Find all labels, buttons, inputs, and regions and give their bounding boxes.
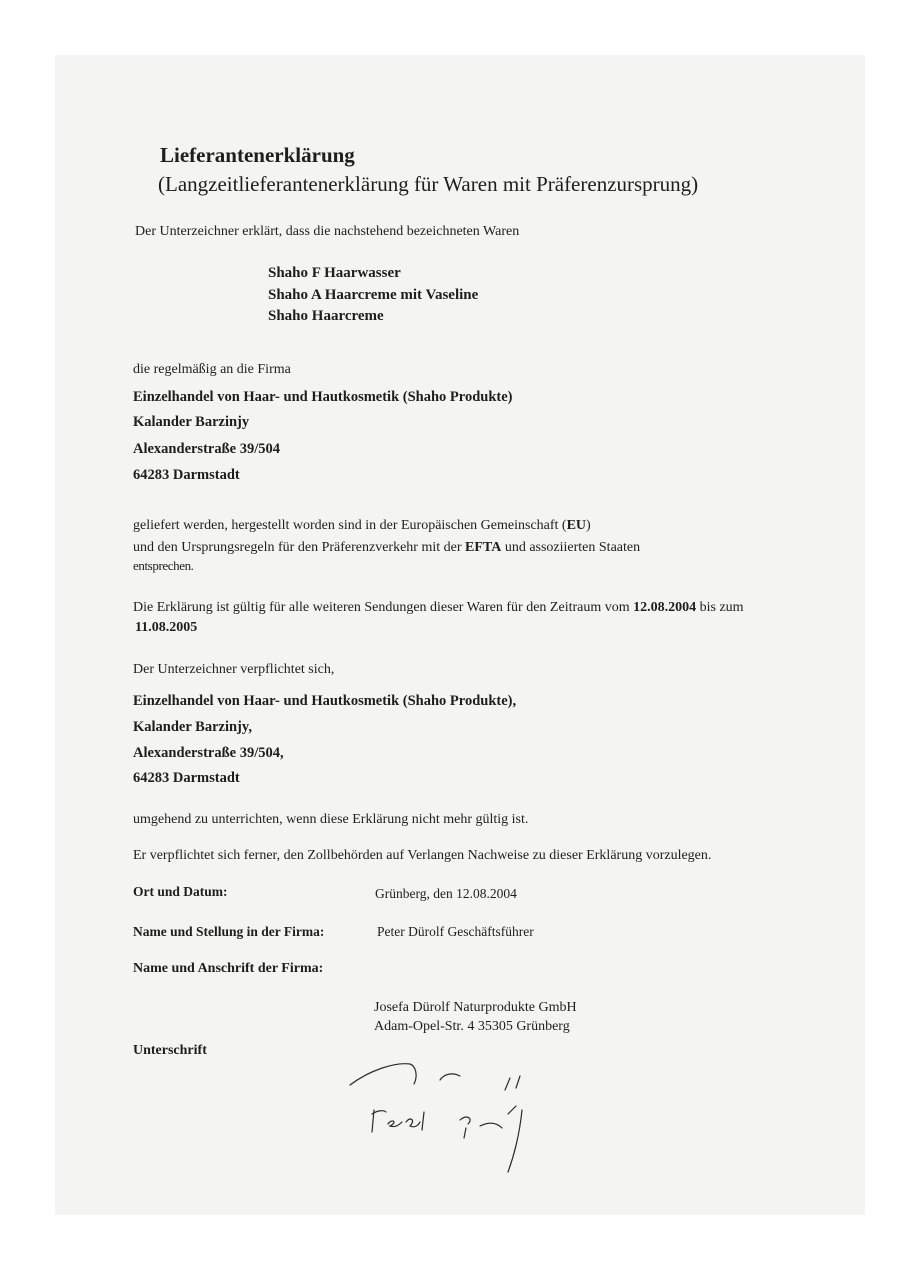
company-address-label: Name und Anschrift der Firma: xyxy=(133,961,324,976)
recipient2-street: Alexanderstraße 39/504, xyxy=(133,745,284,761)
recipient-street: Alexanderstraße 39/504 xyxy=(133,441,280,457)
recipient-city: 64283 Darmstadt xyxy=(133,467,240,483)
obligation-text: Der Unterzeichner verpflichtet sich, xyxy=(133,662,335,677)
origin-line-1: geliefert werden, hergestellt worden sind in der Europäischen Gemeinschaft (EU) xyxy=(133,518,591,533)
intro-text: Der Unterzeichner erklärt, dass die nachstehend bezeichneten Waren xyxy=(135,224,520,239)
company-name: Josefa Dürolf Naturprodukte GmbH xyxy=(374,1000,577,1015)
notify-text: umgehend zu unterrichten, wenn diese Erklärung nicht mehr gültig ist. xyxy=(133,812,529,827)
place-date-label: Ort und Datum: xyxy=(133,884,228,899)
customs-text: Er verpflichtet sich ferner, den Zollbehörden auf Verlangen Nachweise zu dieser Erklärung vorzulegen. xyxy=(133,848,712,863)
validity-line: Die Erklärung ist gültig für alle weiteren Sendungen dieser Waren für den Zeitraum vom 12.08.2004 bis zum xyxy=(133,600,744,615)
origin-line-3: entsprechen. xyxy=(133,558,194,573)
product-item: Shaho Haarcreme xyxy=(268,308,384,324)
recipient2-company: Einzelhandel von Haar- und Hautkosmetik (Shaho Produkte), xyxy=(133,693,517,709)
document-title: Lieferantenerklärung xyxy=(160,143,355,167)
company-address: Adam-Opel-Str. 4 35305 Grünberg xyxy=(374,1019,570,1034)
place-date-value: Grünberg, den 12.08.2004 xyxy=(375,886,517,901)
validity-end-date: 11.08.2005 xyxy=(135,620,198,635)
recipient-company: Einzelhandel von Haar- und Hautkosmetik (Shaho Produkte) xyxy=(133,389,513,405)
recipient-name: Kalander Barzinjy xyxy=(133,414,250,430)
name-position-value: Peter Dürolf Geschäftsführer xyxy=(377,924,534,939)
recipient2-city: 64283 Darmstadt xyxy=(133,770,240,786)
signature-label: Unterschrift xyxy=(133,1043,207,1058)
handwritten-signature xyxy=(340,1050,560,1180)
recipient2-name: Kalander Barzinjy, xyxy=(133,719,252,735)
name-position-label: Name und Stellung in der Firma: xyxy=(133,924,325,939)
delivered-to-text: die regelmäßig an die Firma xyxy=(133,362,291,377)
origin-line-2: und den Ursprungsregeln für den Präferenzverkehr mit der EFTA und assoziierten Staaten xyxy=(133,540,641,555)
product-item: Shaho A Haarcreme mit Vaseline xyxy=(268,287,479,303)
document-subtitle: (Langzeitlieferantenerklärung für Waren mit Präferenzursprung) xyxy=(158,172,699,196)
product-item: Shaho F Haarwasser xyxy=(268,265,401,281)
